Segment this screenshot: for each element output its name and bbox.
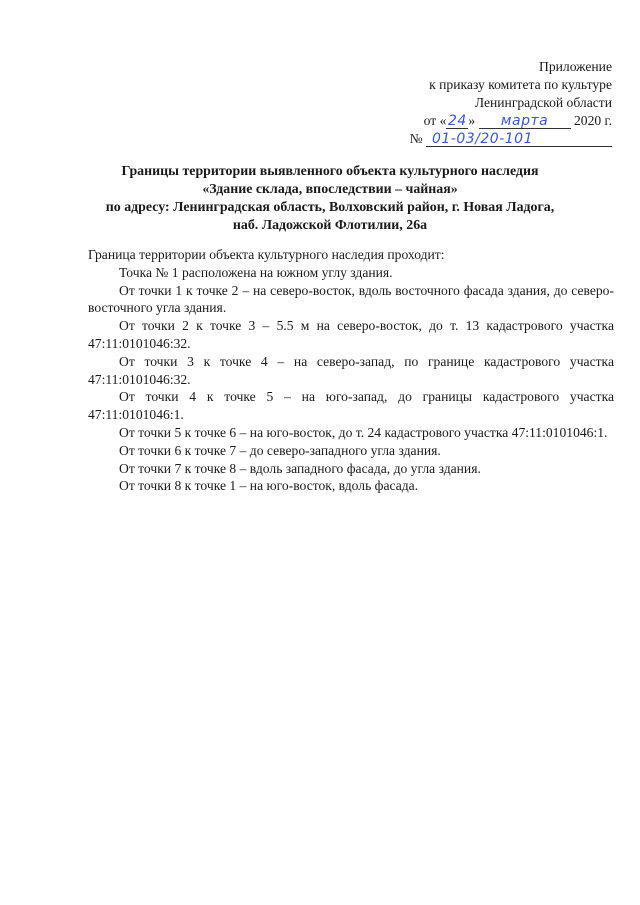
appendix-order-ref: к приказу комитета по культуре <box>429 77 612 92</box>
date-month: марта <box>479 114 571 129</box>
number-prefix: № <box>409 131 423 146</box>
body-paragraph: От точки 3 к точке 4 – на северо-запад, по границе кадастрового участка 47:11:0101046:32. <box>88 353 614 387</box>
title-line-2: «Здание склада, впоследствии – чайная» <box>202 182 458 197</box>
body-paragraph: От точки 1 к точке 2 – на северо-восток, вдоль восточного фасада здания, до северо-восточного угла здания. <box>88 282 614 316</box>
appendix-number-line <box>410 130 612 148</box>
title-line-3: по адресу: Ленинградская область, Волховский район, г. Новая Ладога, <box>105 200 555 215</box>
body-paragraph: Точка № 1 расположена на южном углу здания. <box>119 264 393 280</box>
appendix-label: Приложение <box>539 59 612 74</box>
quote-open: « <box>439 113 447 128</box>
appendix-header <box>410 58 612 148</box>
body-paragraph: От точки 5 к точке 6 – на юго-восток, до т. 24 кадастрового участка 47:11:0101046:1. <box>119 424 608 440</box>
body-paragraph: От точки 8 к точке 1 – на юго-восток, вдоль фасада. <box>119 478 419 494</box>
appendix-region: Ленинградской области <box>474 95 612 110</box>
body-paragraph: От точки 2 к точке 3 – 5.5 м на северо-восток, до т. 13 кадастрового участка 47:11:0101046:32. <box>88 318 614 351</box>
body-paragraph: От точки 4 к точке 5 – на юго-запад, до границы кадастрового участка 47:11:0101046:1. <box>88 389 614 423</box>
order-number: 01-03/20-101 <box>426 132 612 147</box>
title-line-4: наб. Ладожской Флотилии, 26а <box>232 218 428 233</box>
date-year: 2020 г. <box>573 113 612 128</box>
quote-close: » <box>468 113 476 128</box>
date-prefix: от <box>423 113 437 128</box>
body-intro: Граница территории объекта культурного наследия проходит: <box>88 247 445 262</box>
document-title <box>70 163 590 235</box>
body-paragraph: От точки 6 к точке 7 – до северо-западного угла здания. <box>119 442 441 458</box>
body-paragraph: От точки 7 к точке 8 – вдоль западного фасада, до угла здания. <box>119 460 481 476</box>
date-day: 24 <box>447 113 467 129</box>
document-body <box>88 246 614 495</box>
title-line-1: Границы территории выявленного объекта культурного наследия <box>121 164 539 179</box>
appendix-date-line <box>410 112 612 130</box>
